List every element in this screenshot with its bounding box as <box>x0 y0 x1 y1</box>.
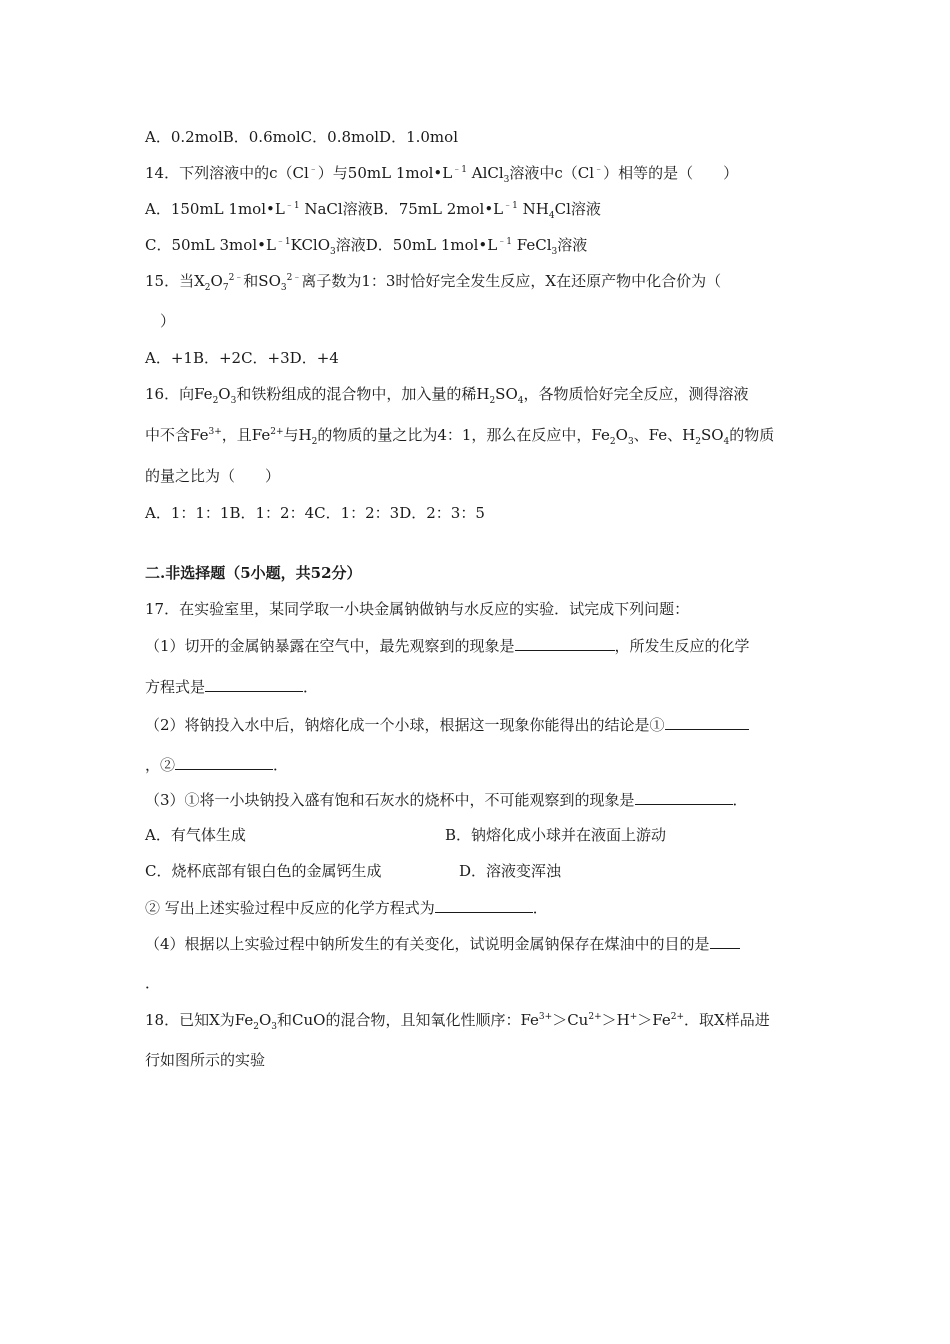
option-d: D．溶液变浑浊 <box>459 862 562 880</box>
text: 和铁粉组成的混合物中，加入量的稀H <box>236 385 490 403</box>
option-a: A．有气体生成 <box>145 826 246 844</box>
sub: 3 <box>271 1022 278 1032</box>
text: （3）①将一小块钠投入盛有饱和石灰水的烧杯中，不可能观察到的现象是 <box>145 791 635 809</box>
option-c: C．烧杯底部有银白色的金属钙生成 <box>145 862 382 880</box>
q17-part4-end: ． <box>145 974 161 992</box>
sup: 2﹣ <box>286 273 302 283</box>
text: 溶液 <box>557 236 588 254</box>
text: FeCl <box>511 236 552 254</box>
text: O <box>218 385 231 403</box>
text: 中不含Fe <box>145 426 209 444</box>
text: （2）将钠投入水中后，钠熔化成一个小球，根据这一现象你能得出的结论是① <box>145 716 665 734</box>
sub: 3 <box>230 396 237 406</box>
q17-options-cd <box>145 861 845 881</box>
text: ． <box>303 678 319 696</box>
text: 、Fe、H <box>633 426 696 444</box>
text: 18．已知X为Fe <box>145 1011 254 1029</box>
text: ＞Fe <box>637 1011 671 1029</box>
text: ，且Fe <box>221 426 271 444</box>
sub: 2 <box>311 437 318 447</box>
sub: 2 <box>212 396 219 406</box>
text: ． <box>273 756 289 774</box>
text: SO <box>495 385 518 403</box>
sup: 2+ <box>670 1012 685 1022</box>
q16-line1 <box>145 384 749 404</box>
text: （4）根据以上实验过程中钠所发生的有关变化，试说明金属钠保存在煤油中的目的是 <box>145 935 710 953</box>
text: 15．当X <box>145 272 205 290</box>
text: O <box>615 426 628 444</box>
text: Cl溶液 <box>554 200 601 218</box>
text: 16．向Fe <box>145 385 213 403</box>
q17-part1 <box>145 635 750 656</box>
sup: 2﹣ <box>228 273 244 283</box>
text: 与H <box>283 426 312 444</box>
answer-blank[interactable] <box>515 635 615 651</box>
sup: 2+ <box>270 427 284 437</box>
q16-options: A．1：1：1B．1：2：4C．1：2：3D．2：3：5 <box>145 504 485 522</box>
text: 和CuO的混合物，且知氧化性顺序：Fe <box>277 1011 539 1029</box>
answer-blank[interactable] <box>665 714 749 730</box>
q17-part1-cont <box>145 676 318 697</box>
q16-line3: 的量之比为（ ） <box>145 467 281 485</box>
text: ② 写出上述实验过程中反应的化学方程式为 <box>145 899 435 917</box>
answer-blank[interactable] <box>205 676 303 692</box>
text: KClO <box>290 236 331 254</box>
sub: 4 <box>548 211 555 221</box>
text: 的物质 <box>729 426 775 444</box>
sub: 4 <box>517 396 524 406</box>
sub: 2 <box>253 1022 259 1032</box>
sup: 3+ <box>208 427 222 437</box>
text: NH <box>517 200 549 218</box>
answer-blank[interactable] <box>435 897 533 913</box>
sup: + <box>629 1012 638 1022</box>
sub: 2 <box>609 437 616 447</box>
text: ＞Cu <box>552 1011 589 1029</box>
sub: 7 <box>222 283 229 293</box>
q15-stem <box>145 271 721 291</box>
sup: ﹣1 <box>497 237 512 247</box>
q13-options: A．0.2molB．0.6molC．0.8molD．1.0mol <box>145 128 458 146</box>
q18-line2: 行如图所示的实验 <box>145 1051 266 1069</box>
text: 溶液D．50mL 1mol•L <box>335 236 498 254</box>
q14-options-ab <box>145 199 601 219</box>
text: SO <box>700 426 724 444</box>
text: ＞H <box>601 1011 630 1029</box>
sub: 2 <box>204 283 211 293</box>
answer-blank[interactable] <box>710 933 740 949</box>
q17-part3 <box>145 789 748 810</box>
text: AlCl <box>466 164 504 182</box>
sub: 3 <box>551 247 558 257</box>
text: ，所发生反应的化学 <box>614 637 750 655</box>
sub: 3 <box>503 175 510 185</box>
text: 溶液中c（Cl <box>509 164 595 182</box>
option-b: B．钠熔化成小球并在液面上游动 <box>445 826 667 844</box>
sup: ﹣ <box>594 165 604 175</box>
text: 离子数为1：3时恰好完全发生反应，X在还原产物中化合价为（ <box>301 272 722 290</box>
text: NaCl溶液B．75mL 2mol•L <box>299 200 504 218</box>
sup: ﹣1 <box>284 201 300 211</box>
sup: ﹣1 <box>503 201 518 211</box>
sup: 3+ <box>538 1012 553 1022</box>
q14-options-cd <box>145 235 587 255</box>
sup: 2+ <box>588 1012 602 1022</box>
q15-options: A．+1B．+2C．+3D．+4 <box>145 349 339 367</box>
q17-part3-equation <box>145 897 548 918</box>
text: ．取X样品进 <box>684 1011 770 1029</box>
sub: 3 <box>280 283 287 293</box>
text: ． <box>532 899 548 917</box>
text: ，② <box>145 756 176 774</box>
sub: 4 <box>723 437 730 447</box>
sup: ﹣1 <box>275 237 291 247</box>
text: ． <box>732 791 748 809</box>
q17-options-ab <box>145 825 845 845</box>
q17-stem: 17．在实验室里，某同学取一小块金属钠做钠与水反应的实验．试完成下列问题： <box>145 600 690 618</box>
q18-line1 <box>145 1010 770 1030</box>
sub: 3 <box>330 247 336 257</box>
text: ，各物质恰好完全反应，测得溶液 <box>523 385 749 403</box>
sub: 2 <box>489 396 496 406</box>
answer-blank[interactable] <box>175 754 273 770</box>
section-title: 二.非选择题（5小题，共52分） <box>145 564 362 582</box>
text: 方程式是 <box>145 678 206 696</box>
answer-blank[interactable] <box>635 789 733 805</box>
text: A．150mL 1mol•L <box>145 200 285 218</box>
text: ）相等的是（ ） <box>603 164 739 182</box>
q15-stem-close: ） <box>160 312 176 330</box>
q17-part2-cont <box>145 754 288 775</box>
text: ）与50mL 1mol•L <box>317 164 453 182</box>
q16-line2 <box>145 425 774 445</box>
text: 和SO <box>243 272 281 290</box>
text: C．50mL 3mol•L <box>145 236 276 254</box>
text: 的物质的量之比为4：1，那么在反应中，Fe <box>317 426 610 444</box>
text: （1）切开的金属钠暴露在空气中，最先观察到的现象是 <box>145 637 515 655</box>
q17-part4 <box>145 933 740 954</box>
q14-stem <box>145 163 738 183</box>
text: O <box>258 1011 272 1029</box>
sub: 2 <box>695 437 701 447</box>
sup: ﹣1 <box>452 165 467 175</box>
text: O <box>210 272 223 290</box>
text: 14．下列溶液中的c（Cl <box>145 164 309 182</box>
sub: 3 <box>627 437 634 447</box>
sup: ﹣ <box>308 165 318 175</box>
q17-part2 <box>145 714 749 735</box>
